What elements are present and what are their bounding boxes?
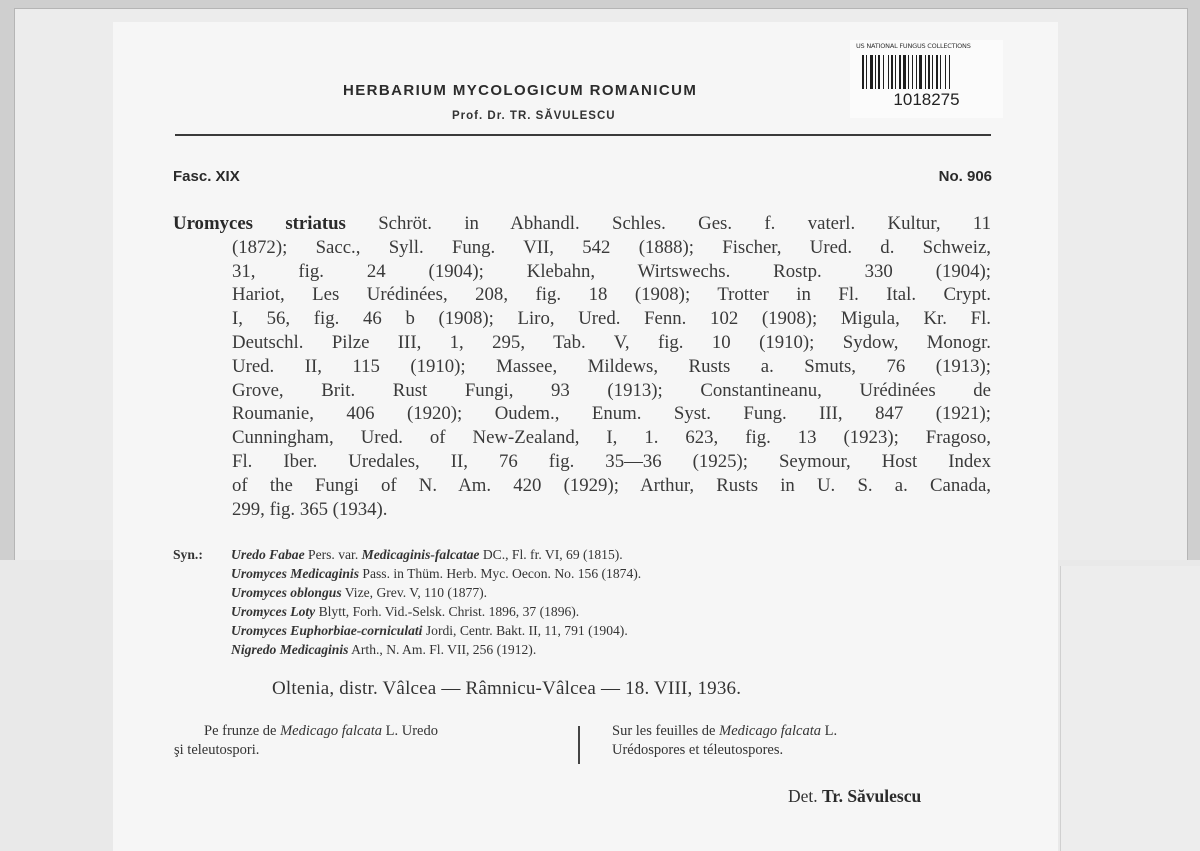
synonyms-list	[173, 545, 933, 659]
barcode-caption: US NATIONAL FUNGUS COLLECTIONS	[856, 42, 971, 50]
citation-line: Roumanie, 406 (1920); Oudem., Enum. Syst. Fung. III, 847 (1921);	[232, 403, 991, 425]
citation-line: I, 56, fig. 46 b (1908); Liro, Ured. Fenn. 102 (1908); Migula, Kr. Fl.	[232, 308, 991, 330]
header-rule	[175, 134, 991, 136]
determiner: Det. Tr. Săvulescu	[788, 786, 922, 806]
synonym-row: Syn.: Uredo Fabae Pers. var. Medicaginis-falcatae DC., Fl. fr. VI, 69 (1815).	[173, 547, 623, 562]
host-note-romanian: Pe frunze de Medicago falcata L. Uredo şi teleutospori.	[174, 723, 438, 758]
barcode-icon	[862, 55, 991, 89]
synonym-row: Uromyces Euphorbiae-corniculati Jordi, Centr. Bakt. II, 11, 791 (1904).	[231, 623, 628, 638]
herbarium-title: HERBARIUM MYCOLOGICUM ROMANICUM	[343, 82, 698, 99]
column-divider	[578, 726, 580, 764]
barcode-number: 1018275	[893, 90, 960, 109]
synonyms-label: Syn.:	[173, 547, 203, 562]
sheet-edge	[1060, 566, 1200, 851]
citation-line: Ured. II, 115 (1910); Massee, Mildews, Rusts a. Smuts, 76 (1913);	[232, 355, 991, 377]
fascicle-number: Fasc. XIX	[173, 168, 240, 185]
specimen-number: No. 906	[938, 168, 992, 185]
species-citation	[173, 212, 991, 521]
citation-line: 299, fig. 365 (1934).	[232, 498, 388, 520]
citation-line: Grove, Brit. Rust Fungi, 93 (1913); Constantineanu, Urédinées de	[232, 379, 991, 401]
citation-line: of the Fungi of N. Am. 420 (1929); Arthur, Rusts in U. S. a. Canada,	[232, 474, 991, 496]
citation-line: Deutschl. Pilze III, 1, 295, Tab. V, fig. 10 (1910); Sydow, Monogr.	[232, 331, 991, 353]
species-name: Uromyces striatus	[173, 213, 346, 234]
host-name: Medicago falcata	[719, 723, 822, 739]
citation-line: Fl. Iber. Uredales, II, 76 fig. 35—36 (1925); Seymour, Host Index	[232, 450, 991, 472]
host-name: Medicago falcata	[280, 723, 382, 739]
citation-line: Hariot, Les Urédinées, 208, fig. 18 (1908); Trotter in Fl. Ital. Crypt.	[232, 284, 991, 306]
determiner-name: Tr. Săvulescu	[822, 786, 922, 806]
synonym-row: Uromyces oblongus Vize, Grev. V, 110 (1877).	[231, 585, 488, 600]
citation-line: (1872); Sacc., Syll. Fung. VII, 542 (1888); Fischer, Ured. d. Schweiz,	[232, 236, 991, 258]
collection-locality: Oltenia, distr. Vâlcea — Râmnicu-Vâlcea — 18. VIII, 1936.	[272, 678, 742, 699]
synonym-row: Nigredo Medicaginis Arth., N. Am. Fl. VII, 256 (1912).	[231, 642, 537, 657]
barcode-label	[850, 40, 1003, 118]
citation-line: Cunningham, Ured. of New-Zealand, I, 1. 623, fig. 13 (1923); Fragoso,	[232, 427, 991, 449]
citation-line: Uromyces striatus Schröt. in Abhandl. Schles. Ges. f. vaterl. Kultur, 11	[173, 213, 991, 234]
herbarium-subtitle: Prof. Dr. TR. SĂVULESCU	[452, 110, 616, 122]
synonym-row: Uromyces Loty Blytt, Forh. Vid.-Selsk. Christ. 1896, 37 (1896).	[231, 604, 580, 619]
synonym-row: Uromyces Medicaginis Pass. in Thüm. Herb. Myc. Oecon. No. 156 (1874).	[231, 566, 642, 581]
host-note-french: Sur les feuilles de Medicago falcata L. Urédospores et téleutospores.	[612, 723, 838, 758]
citation-line: 31, fig. 24 (1904); Klebahn, Wirtswechs. Rostp. 330 (1904);	[232, 260, 991, 282]
